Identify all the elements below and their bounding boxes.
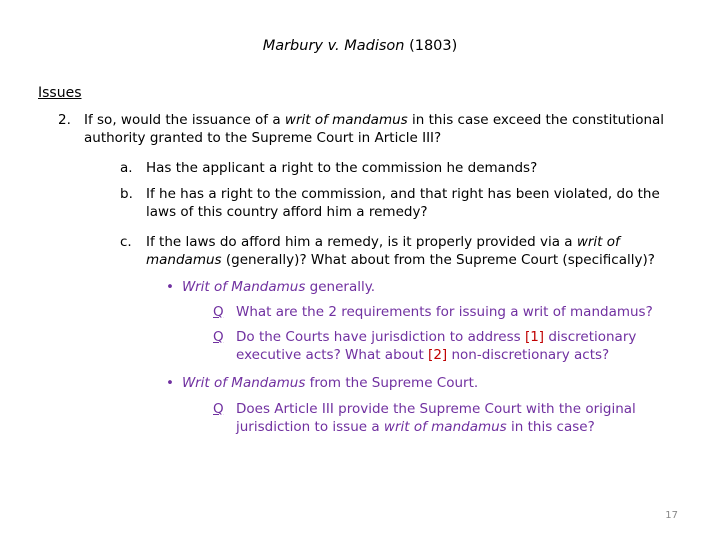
case-name: Marbury v. Madison xyxy=(262,38,405,54)
bullet-item-generally xyxy=(166,278,686,296)
bullet-text-part: from the Supreme Court. xyxy=(305,375,479,391)
bullet-icon: • xyxy=(166,279,174,295)
question-item-1 xyxy=(213,303,693,321)
sub-text-em: mandamus xyxy=(146,252,222,268)
sub-text xyxy=(146,233,655,269)
question-text-part: executive acts? What about xyxy=(236,347,429,363)
question-text-part: non-discretionary acts? xyxy=(447,347,610,363)
question-marker: Q xyxy=(213,329,224,345)
question-marker: Q xyxy=(213,304,224,320)
question-text-part: in this case? xyxy=(506,419,595,435)
issue-number: 2. xyxy=(58,112,71,128)
bullet-item-supreme-court xyxy=(166,374,686,392)
sub-text-line1: If he has a right to the commission, and that right has been violated, do the xyxy=(146,186,660,202)
question-text xyxy=(236,400,636,436)
sub-item-b xyxy=(120,185,700,221)
sub-marker: c. xyxy=(120,234,132,250)
issue-text-line2: authority granted to the Supreme Court in Article III? xyxy=(84,130,442,146)
question-tag: [2] xyxy=(428,347,448,363)
sub-text-part: If the laws do afford him a remedy, is it properly provided via a xyxy=(146,234,577,250)
question-text-line1: Does Article III provide the Supreme Court with the original xyxy=(236,401,636,417)
bullet-text-part: generally. xyxy=(305,279,376,295)
issue-text-em: writ of mandamus xyxy=(284,112,408,128)
question-marker: Q xyxy=(213,401,224,417)
bullet-text-em: Writ of Mandamus xyxy=(182,279,306,295)
case-year: (1803) xyxy=(409,38,458,54)
issue-text-part: If so, would the issuance of a xyxy=(84,112,285,128)
question-text-part: discretionary xyxy=(544,329,637,345)
question-text xyxy=(236,328,636,364)
bullet-icon: • xyxy=(166,375,174,391)
issue-text-part: in this case exceed the constitutional xyxy=(407,112,665,128)
bullet-text-em: Writ of Mandamus xyxy=(182,375,306,391)
sub-text: Has the applicant a right to the commission he demands? xyxy=(146,160,538,176)
sub-marker: a. xyxy=(120,160,133,176)
question-tag: [1] xyxy=(524,329,545,345)
sub-marker: b. xyxy=(120,186,133,202)
sub-text-em: writ of xyxy=(576,234,620,250)
bullet-text xyxy=(182,278,375,296)
section-heading: Issues xyxy=(38,85,82,101)
bullet-text xyxy=(182,374,478,392)
question-item-2 xyxy=(213,328,693,364)
sub-text-line2: laws of this country afford him a remedy? xyxy=(146,204,428,220)
page-number: 17 xyxy=(665,510,678,521)
sub-item-a xyxy=(120,159,700,177)
sub-text-part: (generally)? What about from the Supreme Court (specifically)? xyxy=(221,252,655,268)
question-text-part: jurisdiction to issue a xyxy=(236,419,384,435)
sub-text xyxy=(146,185,660,221)
question-text-part: Do the Courts have jurisdiction to address xyxy=(236,329,525,345)
slide-title xyxy=(0,37,720,55)
sub-item-c xyxy=(120,233,700,269)
question-text-em: writ of mandamus xyxy=(383,419,507,435)
question-text: What are the 2 requirements for issuing a writ of mandamus? xyxy=(236,304,653,320)
issue-text xyxy=(84,111,664,147)
issue-item-2 xyxy=(58,111,698,147)
question-item-3 xyxy=(213,400,693,436)
